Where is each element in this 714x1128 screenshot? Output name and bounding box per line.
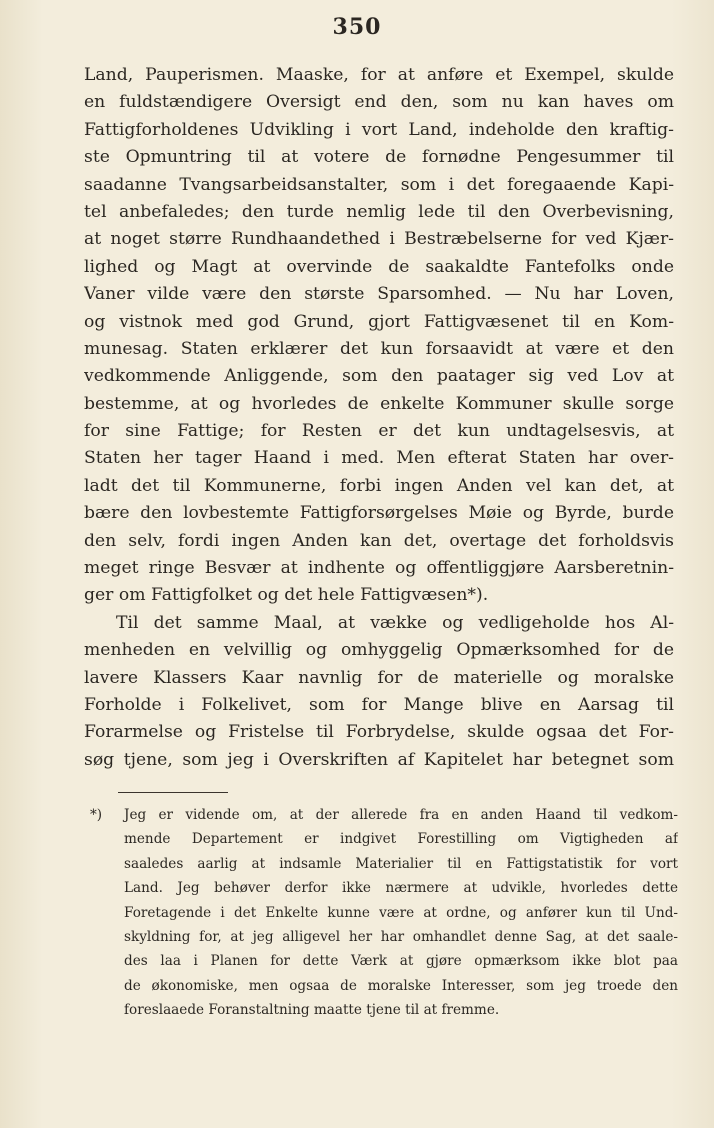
body-text	[84, 62, 674, 774]
footnote-line: Jeg er vidende om, at der allerede fra en anden Haand til vedkom-	[124, 807, 678, 823]
text-line: tel anbefaledes; den turde nemlig lede til den Overbevisning,	[84, 201, 674, 222]
footnote-line: saaledes aarlig at indsamle Materialier til en Fattigstatistik for vort	[124, 855, 678, 872]
text-line: Forarmelse og Fristelse til Forbrydelse, skulde ogsaa det For-	[84, 722, 674, 743]
text-line: en fuldstændigere Oversigt end den, som nu kan haves om	[84, 92, 674, 113]
text-line: for sine Fattige; for Resten er det kun undtagelsesvis, at	[84, 421, 674, 442]
text-line: Forholde i Folkelivet, som for Mange blive en Aarsag til	[84, 694, 674, 715]
text-line: Fattigforholdenes Udvikling i vort Land, indeholde den kraftig-	[84, 119, 674, 140]
footnote-line: foreslaaede Foranstaltning maatte tjene til at fremme.	[124, 1002, 500, 1019]
text-line: at noget større Rundhaandethed i Bestræbelserne for ved Kjær-	[84, 229, 674, 250]
text-line: og vistnok med god Grund, gjort Fattigvæsenet til en Kom-	[84, 311, 674, 332]
text-line: ladt det til Kommunerne, forbi ingen Anden vel kan det, at	[84, 475, 674, 496]
footnote-line: des laa i Planen for dette Værk at gjøre opmærksom ikke blot paa	[124, 953, 678, 970]
footnote-line: Foretagende i det Enkelte kunne være at ordne, og anfører kun til Und-	[124, 904, 678, 921]
text-line: den selv, fordi ingen Anden kan det, overtage det forholdsvis	[84, 530, 674, 551]
text-line: ste Opmuntring til at votere de fornødne Pengesummer til	[84, 147, 674, 168]
text-line: ger om Fattigfolket og det hele Fattigvæsen*).	[84, 585, 489, 606]
footnote-line: de økonomiske, men ogsaa de moralske Interesser, som jeg troede den	[124, 977, 678, 994]
text-line: Land, Pauperismen. Maaske, for at anføre et Exempel, skulde	[84, 65, 674, 85]
page-number: 350	[332, 14, 382, 40]
text-line: vedkommende Anliggende, som den paatager sig ved Lov at	[84, 366, 674, 387]
text-line: lavere Klassers Kaar navnlig for de materielle og moralske	[84, 667, 674, 688]
footnote	[90, 803, 678, 1023]
text-line: lighed og Magt at overvinde de saakaldte Fantefolks onde	[84, 256, 674, 277]
footnote-line: skyldning for, at jeg alligevel her har omhandlet denne Sag, at det saale-	[124, 928, 678, 945]
text-line: saadanne Tvangsarbeidsanstalter, som i det foregaaende Kapi-	[84, 174, 674, 195]
text-line: bære den lovbestemte Fattigforsørgelses Møie og Byrde, burde	[84, 503, 674, 524]
text-line: Til det samme Maal, at vække og vedligeholde hos Al-	[116, 612, 674, 633]
footnote-line: mende Departement er indgivet Forestilling om Vigtigheden af	[124, 831, 678, 848]
text-line: bestemme, at og hvorledes de enkelte Kommuner skulle sorge	[84, 393, 674, 414]
text-line: meget ringe Besvær at indhente og offentliggjøre Aarsberetnin-	[84, 558, 674, 579]
footnote-line: Land. Jeg behøver derfor ikke nærmere at udvikle, hvorledes dette	[124, 880, 678, 897]
text-line: Vaner vilde være den største Sparsomhed. — Nu har Loven,	[84, 284, 674, 305]
text-line: menheden en velvillig og omhyggelig Opmærksomhed for de	[84, 640, 674, 661]
text-line: munesag. Staten erklærer det kun forsaavidt at være et den	[84, 338, 674, 359]
footnote-marker: *)	[90, 807, 103, 823]
footnote-divider	[118, 792, 228, 793]
text-line: Staten her tager Haand i med. Men efterat Staten har over-	[84, 448, 674, 469]
text-line: søg tjene, som jeg i Overskriften af Kapitelet har betegnet som	[84, 749, 674, 770]
